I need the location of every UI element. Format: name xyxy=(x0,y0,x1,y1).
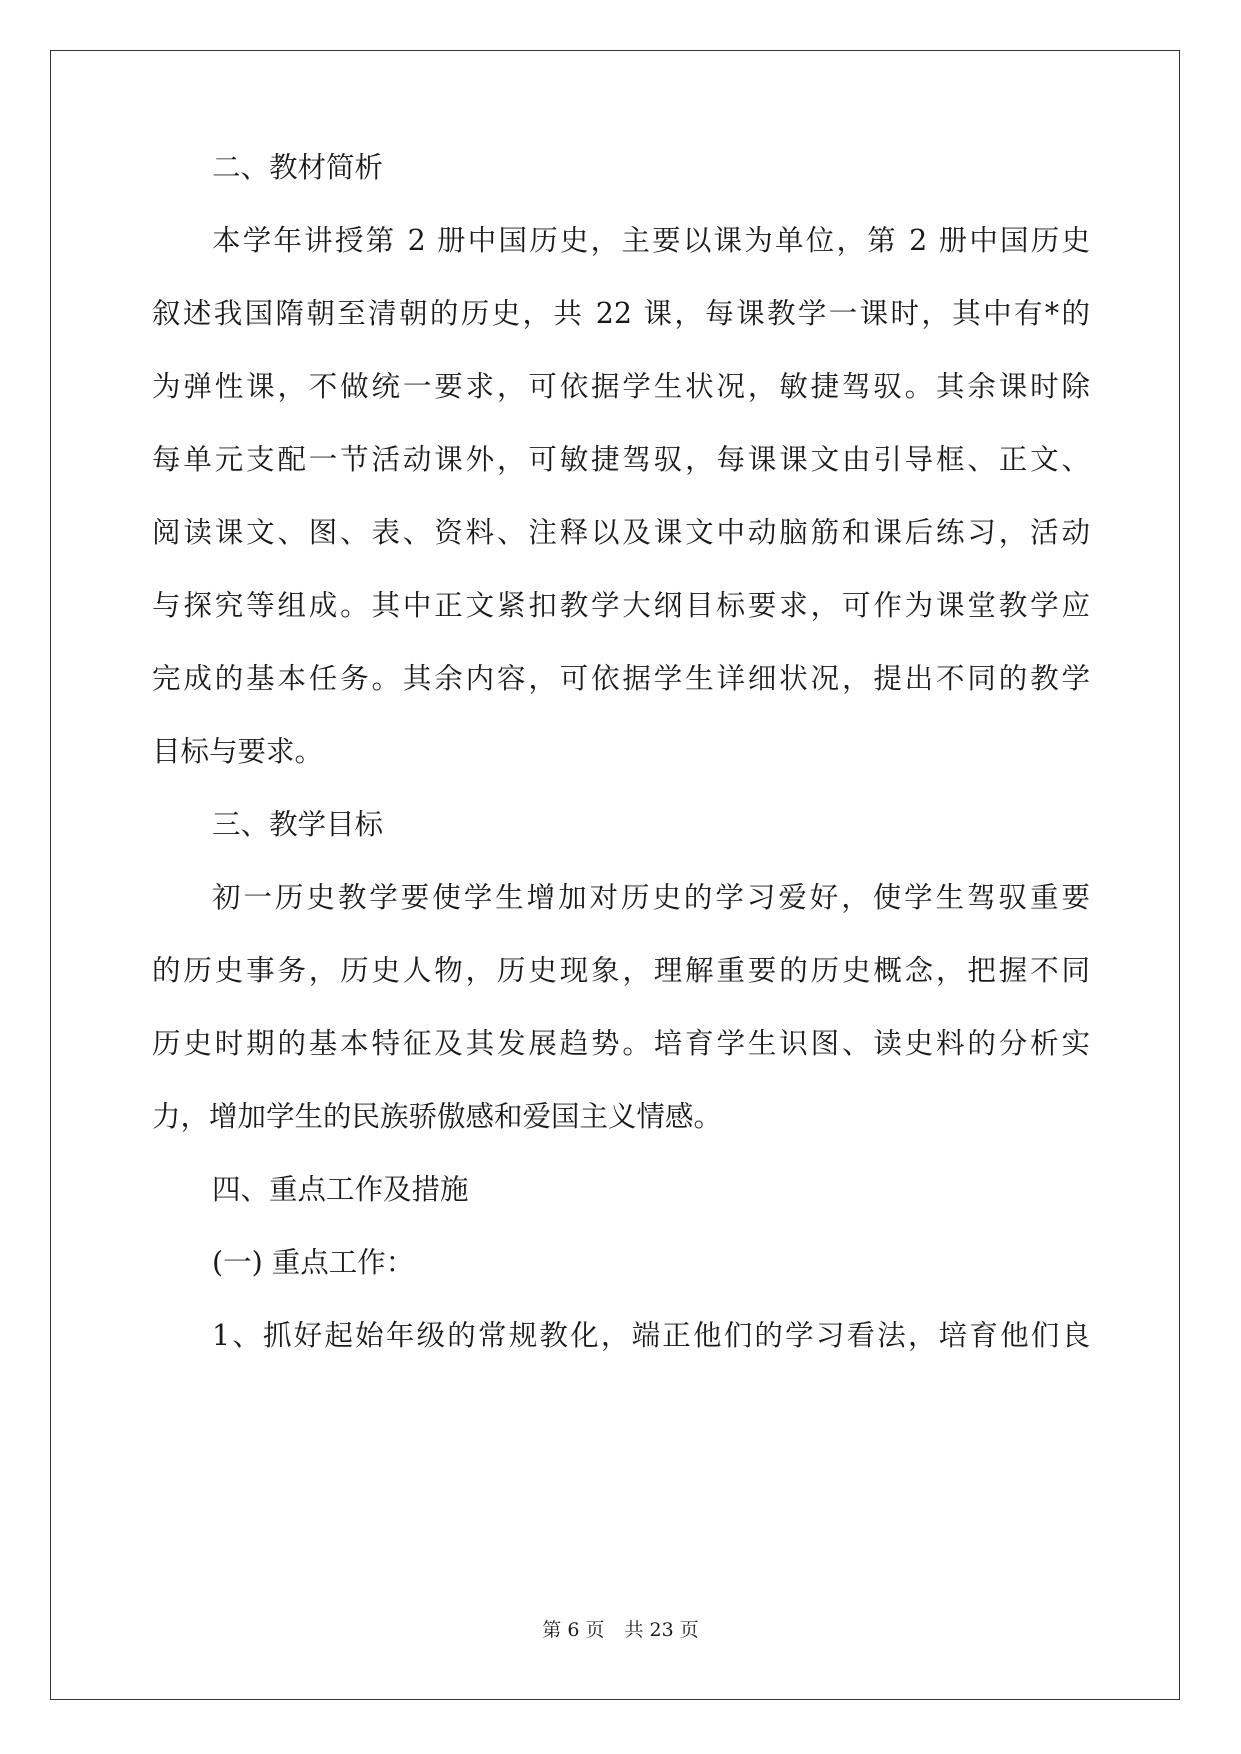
paragraph-line: 本学年讲授第 2 册中国历史，主要以课为单位，第 2 册中国历史 xyxy=(212,224,1090,257)
paragraph-line: 每单元支配一节活动课外，可敏捷驾驭，每课课文由引导框、正文、 xyxy=(152,443,1090,476)
paragraph-line: 初一历史教学要使学生增加对历史的学习爱好，使学生驾驭重要 xyxy=(212,881,1090,914)
paragraph-line: 目标与要求。 xyxy=(152,735,324,768)
paragraph-line: 历史时期的基本特征及其发展趋势。培育学生识图、读史料的分析实 xyxy=(152,1027,1090,1060)
paragraph-line: 与探究等组成。其中正文紧扣教学大纲目标要求，可作为课堂教学应 xyxy=(152,589,1090,622)
paragraph-line: 力，增加学生的民族骄傲感和爱国主义情感。 xyxy=(152,1100,723,1133)
paragraph-line: 1、抓好起始年级的常规教化，端正他们的学习看法，培育他们良 xyxy=(212,1319,1090,1352)
paragraph-line: 阅读课文、图、表、资料、注释以及课文中动脑筋和课后练习，活动 xyxy=(152,516,1090,549)
subsection-heading: (一) 重点工作： xyxy=(212,1246,415,1279)
section-heading-key-work: 四、重点工作及措施 xyxy=(212,1173,469,1206)
section-heading-textbook-analysis: 二、教材简析 xyxy=(212,151,384,184)
paragraph-line: 的历史事务，历史人物，历史现象，理解重要的历史概念，把握不同 xyxy=(152,954,1090,987)
page-footer xyxy=(0,1617,1241,1643)
paragraph-line: 叙述我国隋朝至清朝的历史，共 22 课，每课教学一课时，其中有*的 xyxy=(152,297,1090,330)
paragraph-line: 完成的基本任务。其余内容，可依据学生详细状况，提出不同的教学 xyxy=(152,662,1090,695)
page-total: 共 23 页 xyxy=(624,1619,699,1641)
paragraph-line: 为弹性课，不做统一要求，可依据学生状况，敏捷驾驭。其余课时除 xyxy=(152,370,1090,403)
page-number: 第 6 页 xyxy=(542,1619,605,1641)
section-heading-teaching-goals: 三、教学目标 xyxy=(212,808,384,841)
